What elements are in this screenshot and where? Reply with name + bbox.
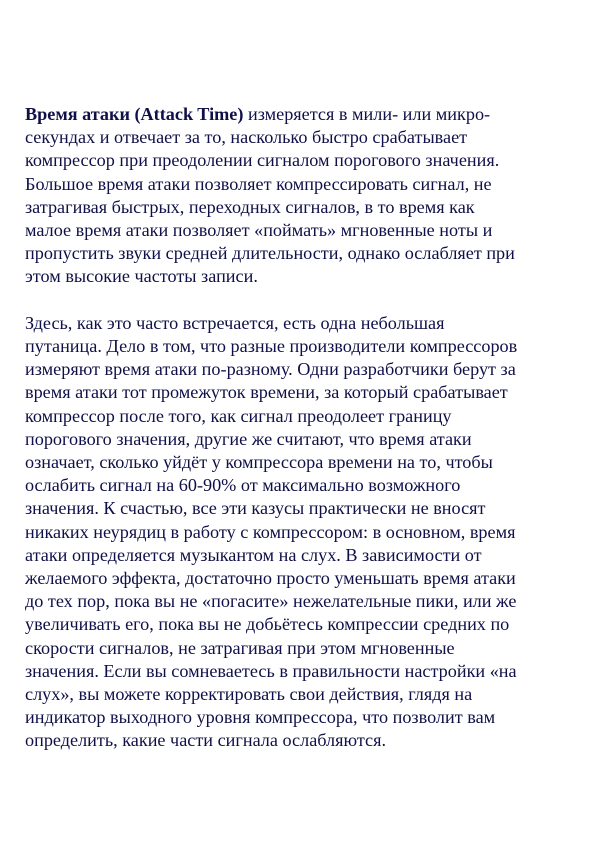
text-line-rest: измеряется в мили- или микро-: [247, 104, 491, 124]
text-line: компрессор при преодолении сигналом порогового значения.: [25, 150, 500, 171]
text-line: слух», вы можете корректировать свои действия, глядя на: [25, 684, 473, 705]
text-line: определить, какие части сигнала ослабляются.: [25, 730, 387, 751]
text-line: никаких неурядиц в работу с компрессором: в основном, время: [25, 521, 516, 542]
text-line: до тех пор, пока вы не «погасите» нежелательные пики, или же: [25, 591, 517, 612]
text-line: компрессор после того, как сигнал преодолеет границу: [25, 405, 452, 426]
text-line: порогового значения, другие же считают, что время атаки: [25, 428, 472, 449]
text-line: Большое время атаки позволяет компрессировать сигнал, не: [25, 173, 492, 194]
text-line: [25, 103, 573, 126]
text-line: пропустить звуки средней длительности, однако ослабляет при: [25, 243, 515, 264]
text-line: путаница. Дело в том, что разные производители компрессоров: [25, 336, 518, 357]
term-heading: Время атаки (Attack Time): [25, 104, 244, 124]
text-line: измеряют время атаки по-разному. Одни разработчики берут за: [25, 359, 516, 380]
text-line: увеличивать его, пока вы не добьётесь компрессии средних по: [25, 614, 510, 635]
text-line: желаемого эффекта, достаточно просто уменьшать время атаки: [25, 568, 516, 589]
text-line: этом высокие частоты записи.: [25, 266, 258, 287]
paragraph-attack-time: [25, 103, 573, 289]
text-line: означает, сколько уйдёт у компрессора времени на то, чтобы: [25, 452, 493, 473]
text-line: значения. К счастью, все эти казусы практически не вносят: [25, 498, 486, 519]
text-line: индикатор выходного уровня компрессора, что позволит вам: [25, 707, 496, 728]
text-line: время атаки тот промежуток времени, за который срабатывает: [25, 382, 508, 403]
text-line: Здесь, как это часто встречается, есть одна небольшая: [25, 312, 445, 333]
text-line: малое время атаки позволяет «поймать» мгновенные ноты и: [25, 220, 493, 241]
text-line: атаки определяется музыкантом на слух. В зависимости от: [25, 544, 482, 565]
document-body: [25, 103, 573, 753]
text-line: затрагивая быстрых, переходных сигналов, в то время как: [25, 196, 475, 217]
text-line: секундах и отвечает за то, насколько быстро срабатывает: [25, 127, 468, 148]
text-line: ослабить сигнал на 60-90% от максимально возможного: [25, 475, 461, 496]
text-line: значения. Если вы сомневаетесь в правильности настройки «на: [25, 660, 517, 681]
paragraph-confusion: [25, 312, 573, 753]
text-line: скорости сигналов, не затрагивая при этом мгновенные: [25, 637, 455, 658]
